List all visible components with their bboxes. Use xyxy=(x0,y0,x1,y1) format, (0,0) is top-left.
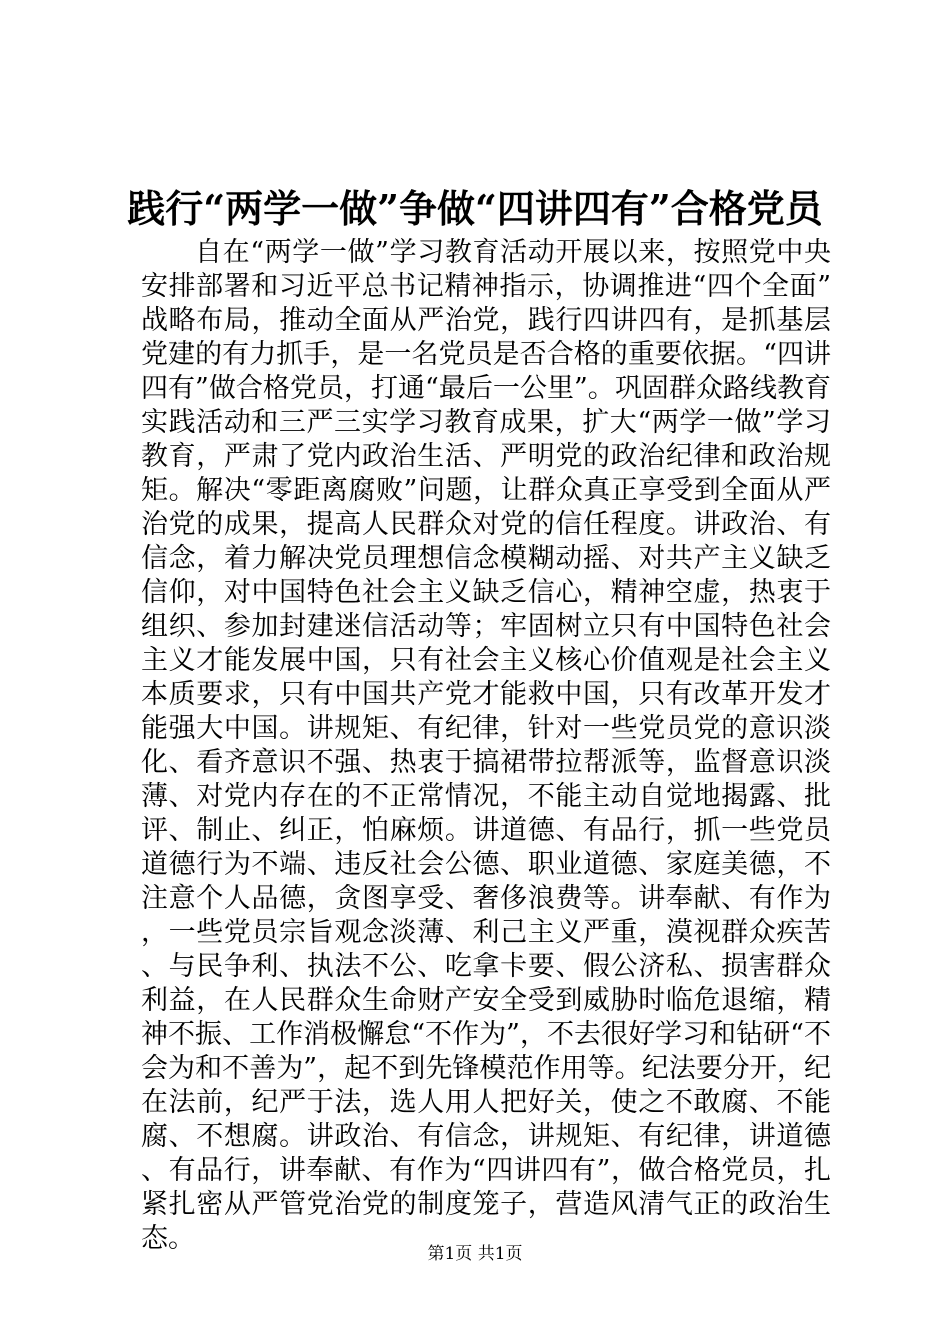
document-title: 践行“两学一做”争做“四讲四有”合格党员 xyxy=(127,186,823,231)
body-paragraph: 自在“两学一做”学习教育活动开展以来，按照党中央安排部署和习近平总书记精神指示，协调推进“四个全面”战略布局，推动全面从严治党，践行四讲四有，是抓基层党建的有力抓手，是一名党员是否合格的重要依据。“四讲四有”做合格党员，打通“最后一公里”。巩固群众路线教育实践活动和三严三实学习教育成果，扩大“两学一做”学习教育，严肃了党内政治生活、严明党的政治纪律和政治规矩。解决“零距离腐败”问题，让群众真正享受到全面从严治党的成果，提高人民群众对党的信任程度。讲政治、有信念，着力解决党员理想信念模糊动摇、对共产主义缺乏信仰，对中国特色社会主义缺乏信心，精神空虚，热衷于组织、参加封建迷信活动等；牢固树立只有中国特色社会主义才能发展中国，只有社会主义核心价值观是社会主义本质要求，只有中国共产党才能救中国，只有改革开发才能强大中国。讲规矩、有纪律，针对一些党员党的意识淡化、看齐意识不强、热衷于搞裙带拉帮派等，监督意识淡薄、对党内存在的不正常情况，不能主动自觉地揭露、批评、制止、纠正，怕麻烦。讲道德、有品行，抓一些党员道德行为不端、违反社会公德、职业道德、家庭美德，不注意个人品德，贪图享受、奢侈浪费等。讲奉献、有作为，一些党员宗旨观念淡薄、利己主义严重，漠视群众疾苦、与民争利、执法不公、吃拿卡要、假公济私、损害群众利益，在人民群众生命财产安全受到威胁时临危退缩，精神不振、工作消极懈怠“不作为”，不去很好学习和钻研“不会为和不善为”，起不到先锋模范作用等。纪法要分开，纪在法前，纪严于法，选人用人把好关，使之不敢腐、不能腐、不想腐。讲政治、有信念，讲规矩、有纪律，讲道德、有品行，讲奉献、有作为“四讲四有”，做合格党员，扎紧扎密从严管党治党的制度笼子，营造风清气正的政治生态。 xyxy=(141,237,831,1254)
page-footer: 第1页 共1页 xyxy=(427,1244,523,1264)
